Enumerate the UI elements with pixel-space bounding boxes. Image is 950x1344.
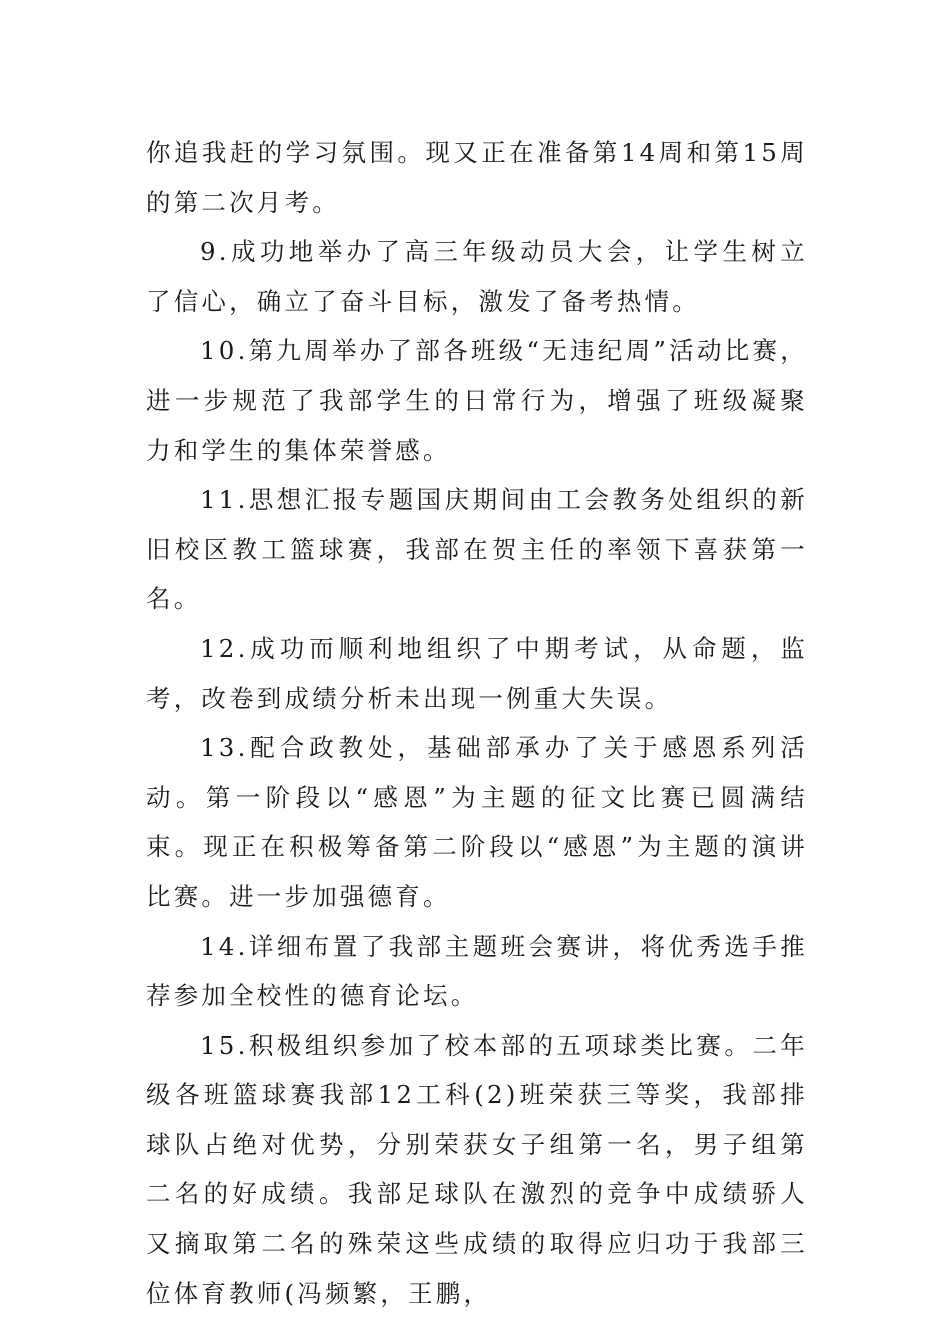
- document-body: [146, 128, 808, 1318]
- paragraph-item-9: 9.成功地举办了高三年级动员大会，让学生树立了信心，确立了奋斗目标，激发了备考热情。: [146, 237, 808, 316]
- paragraph-item-15: 15.积极组织参加了校本部的五项球类比赛。二年级各班篮球赛我部12工科(2)班荣获三等奖，我部排球队占绝对优势，分别荣获女子组第一名，男子组第二名的好成绩。我部足球队在激烈的竞争中成绩骄人又摘取第二名的殊荣这些成绩的取得应归功于我部三位体育教师(冯频繁，王鹏，: [146, 1030, 808, 1308]
- paragraph-item-12: 12.成功而顺利地组织了中期考试，从命题，监考，改卷到成绩分析未出现一例重大失误。: [146, 633, 808, 713]
- paragraph-item-13: 13.配合政教处，基础部承办了关于感恩系列活动。第一阶段以“感恩”为主题的征文比赛已圆满结束。现正在积极筹备第二阶段以“感恩”为主题的演讲比赛。进一步加强德育。: [146, 733, 808, 911]
- paragraph-item-14: 14.详细布置了我部主题班会赛讲，将优秀选手推荐参加全校性的德育论坛。: [146, 931, 808, 1011]
- paragraph-item-11: 11.思想汇报专题国庆期间由工会教务处组织的新旧校区教工篮球赛，我部在贺主任的率领下喜获第一名。: [146, 485, 808, 614]
- paragraph-item-10: 10.第九周举办了部各班级“无违纪周”活动比赛，进一步规范了我部学生的日常行为，增强了班级凝聚力和学生的集体荣誉感。: [146, 336, 808, 465]
- paragraph-continuation: 你追我赶的学习氛围。现又正在准备第14周和第15周的第二次月考。: [146, 138, 808, 217]
